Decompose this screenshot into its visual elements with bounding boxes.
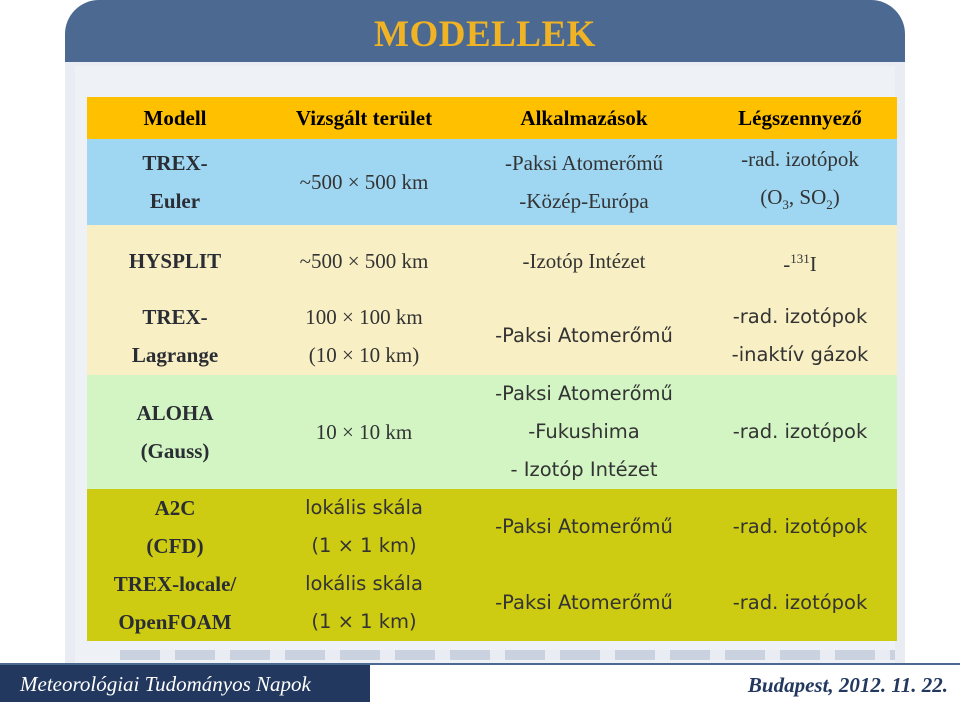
area-cell: ~500 × 500 km — [263, 225, 465, 297]
formula-subscript: 3 — [782, 197, 789, 213]
footer-place-date: Budapest, 2012. 11. 22. — [747, 673, 948, 697]
model-cell — [87, 489, 263, 565]
column-header-area: Vizsgált terület — [295, 105, 433, 130]
slide-title: MODELLEK — [374, 14, 596, 55]
area-line: 10 × 10 km — [315, 420, 413, 444]
model-cell — [87, 139, 263, 225]
area-line: (1 × 1 km) — [311, 534, 417, 557]
pollutant-formula — [703, 178, 897, 224]
pollutant-prefix: - — [783, 251, 791, 276]
pollutant-cell — [703, 565, 897, 641]
column-header-pollutant: Légszennyező — [738, 105, 862, 130]
apps-cell — [465, 297, 703, 375]
table-row-aloha — [87, 375, 897, 489]
table-row-hysplit — [87, 225, 897, 297]
column-header-model: Modell — [143, 105, 207, 130]
footer-event-name: Meteorológiai Tudományos Napok — [0, 665, 370, 702]
table-row-a2c — [87, 489, 897, 565]
app-line: -Paksi Atomerőmű — [495, 515, 673, 538]
model-name-line: (Gauss) — [140, 439, 210, 463]
app-line: -Fukushima — [528, 420, 640, 443]
area-cell — [263, 297, 465, 375]
app-line: -Paksi Atomerőmű — [504, 151, 664, 175]
app-line: - Izotóp Intézet — [510, 458, 658, 481]
column-header-apps: Alkalmazások — [520, 105, 648, 130]
decorative-stripes — [120, 650, 895, 660]
pollutant-line: -rad. izotópok — [732, 305, 868, 328]
table-row-trex-locale — [87, 565, 897, 641]
isotope-mass-number: 131 — [790, 250, 810, 266]
model-cell — [87, 375, 263, 489]
model-name-line: ALOHA — [136, 401, 214, 425]
table-header-row — [87, 97, 897, 139]
area-cell — [263, 139, 465, 225]
formula-suffix: ) — [832, 184, 840, 209]
models-table — [87, 97, 897, 641]
area-line: lokális skála — [305, 572, 423, 595]
apps-cell — [465, 565, 703, 641]
model-name-line: (CFD) — [146, 534, 204, 558]
pollutant-line: -rad. izotópok — [732, 515, 868, 538]
apps-cell — [465, 375, 703, 489]
slide-footer — [0, 663, 960, 702]
apps-cell — [465, 139, 703, 225]
pollutant-line: -rad. izotópok — [741, 146, 859, 171]
area-cell — [263, 375, 465, 489]
model-name-line: TREX- — [142, 305, 208, 329]
app-line: -Paksi Atomerőmű — [495, 324, 673, 347]
model-cell — [87, 565, 263, 641]
formula-mid: , SO — [788, 184, 827, 209]
pollutant-cell — [703, 375, 897, 489]
pollutant-line: -rad. izotópok — [732, 420, 868, 443]
app-line: -Paksi Atomerőmű — [495, 382, 673, 405]
pollutant-line: -inaktív gázok — [731, 343, 869, 366]
area-line: lokális skála — [305, 496, 423, 519]
app-line: -Közép-Európa — [519, 189, 649, 213]
table-row-trex-euler — [87, 139, 897, 225]
table-row-trex-lagrange — [87, 297, 897, 375]
model-cell — [87, 297, 263, 375]
pollutant-cell — [703, 489, 897, 565]
app-line: -Paksi Atomerőmű — [495, 591, 673, 614]
pollutant-line: -rad. izotópok — [732, 591, 868, 614]
area-line: 100 × 100 km — [305, 305, 423, 329]
pollutant-cell — [703, 297, 897, 375]
area-line: ~500 × 500 km — [299, 170, 429, 194]
area-line: (1 × 1 km) — [311, 610, 417, 633]
area-line: (10 × 10 km) — [308, 343, 420, 367]
model-cell: HYSPLIT — [87, 225, 263, 297]
model-name-line: TREX-locale/ — [113, 572, 237, 596]
isotope-element: I — [809, 251, 817, 276]
apps-cell — [465, 489, 703, 565]
model-name-line: TREX- — [142, 151, 208, 175]
formula-subscript: 2 — [826, 197, 833, 213]
formula-prefix: (O — [760, 184, 783, 209]
area-cell — [263, 565, 465, 641]
model-name-line: Euler — [149, 189, 201, 213]
model-name-line: Lagrange — [131, 343, 219, 367]
area-cell — [263, 489, 465, 565]
model-name-line: A2C — [154, 496, 196, 520]
model-name-line: OpenFOAM — [118, 610, 232, 634]
pollutant-cell — [703, 139, 897, 225]
apps-cell: -Izotóp Intézet — [465, 225, 703, 297]
pollutant-cell — [703, 225, 897, 297]
